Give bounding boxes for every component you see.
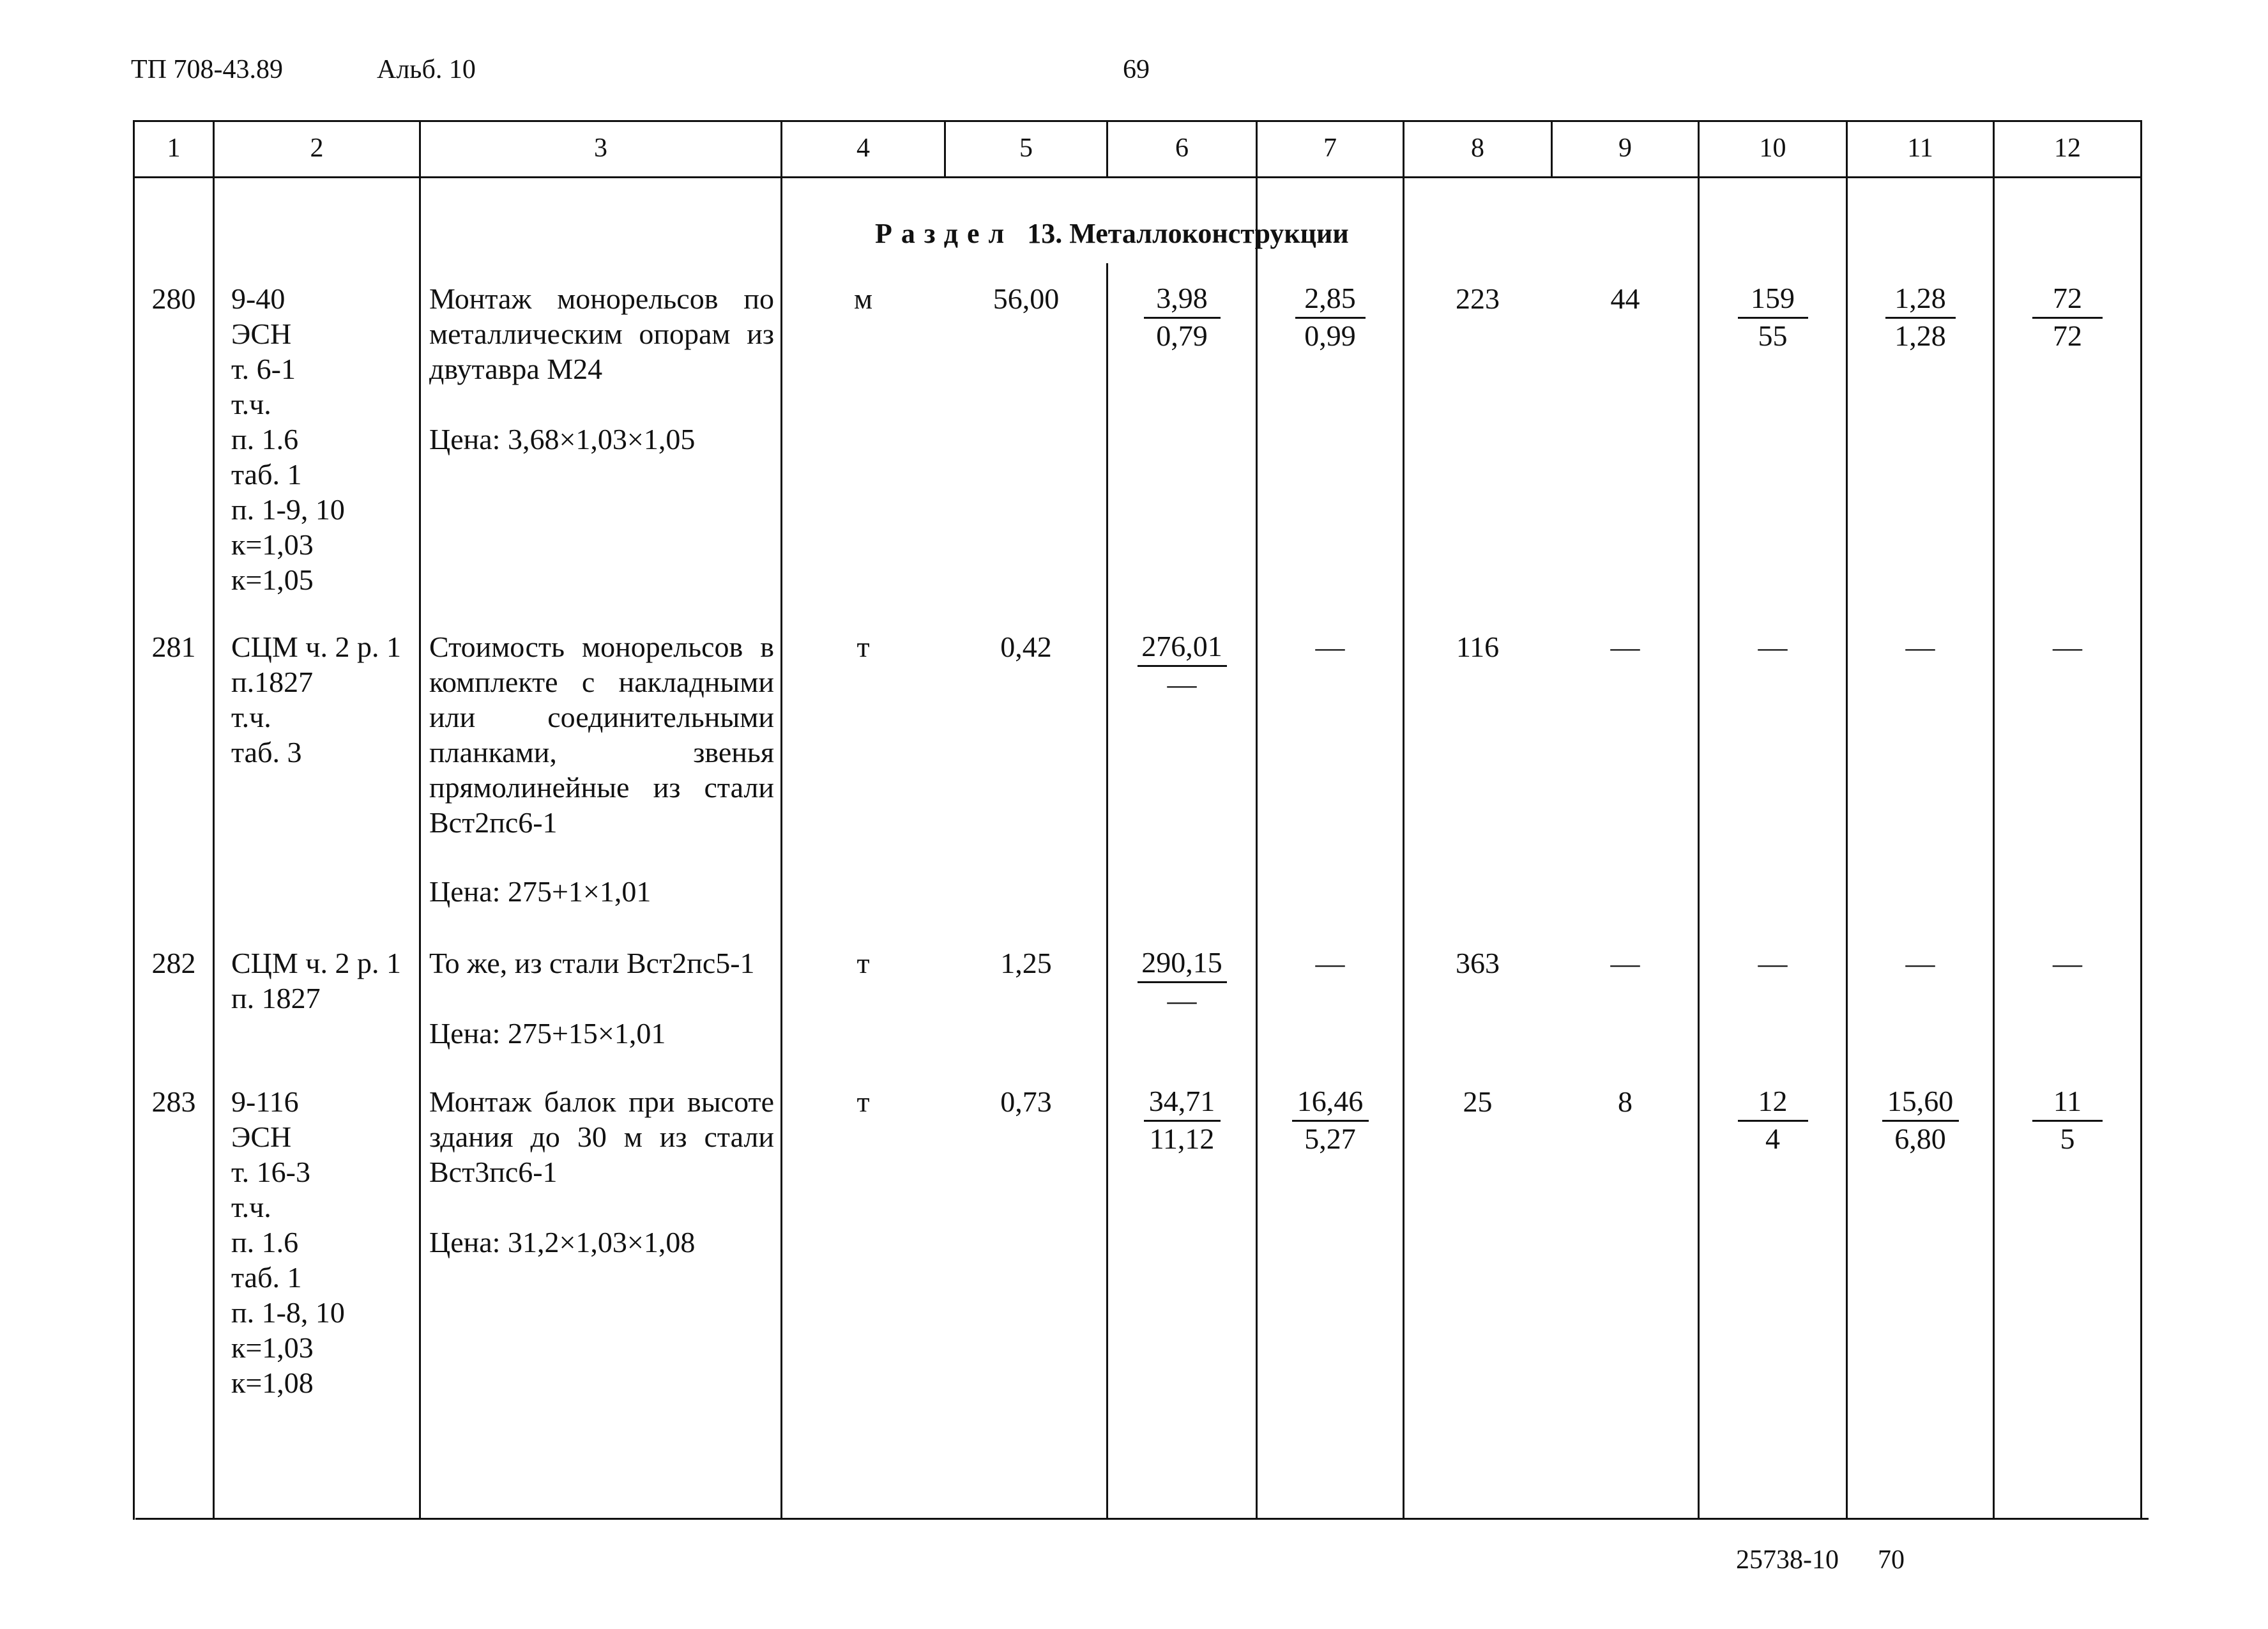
fraction-top: 3,98 (1156, 282, 1208, 314)
col7-value: — (1315, 947, 1345, 979)
col12-fraction (1995, 1084, 2140, 1156)
unit: т (856, 631, 870, 663)
work-description: Монтаж балок при высоте здания до 30 м из стали Вст3пс6-1 (429, 1085, 774, 1188)
norm-code: 9-116 ЭСН т. 16-3 т.ч. п. 1.6 таб. 1 п. 1-8, 10 к=1,03 к=1,08 (231, 1085, 345, 1399)
fraction-top: 276,01 (1141, 630, 1222, 662)
footer-page: 70 (1878, 1545, 1905, 1575)
price-formula: Цена: 3,68×1,03×1,05 (429, 423, 696, 455)
norm-code: СЦМ ч. 2 р. 1 п.1827 т.ч. таб. 3 (231, 631, 401, 769)
quantity: 0,73 (1000, 1085, 1052, 1118)
doc-code: ТП 708-43.89 (131, 55, 283, 84)
column-number: 9 (1618, 134, 1632, 163)
fraction-top: 16,46 (1297, 1085, 1364, 1117)
col9-value: 8 (1618, 1085, 1633, 1118)
fraction-top: 15,60 (1887, 1085, 1954, 1117)
unit: т (856, 947, 870, 979)
fraction-top: 159 (1751, 282, 1795, 314)
row-number: 282 (151, 947, 196, 979)
col10-value: — (1758, 947, 1788, 979)
section-heading (875, 217, 1349, 250)
work-description: Стоимость монорельсов в комплекте с накладными или соединительными планками, звенья прямолинейные из стали Вст2пс6-1 (429, 631, 774, 839)
price-formula: Цена: 31,2×1,03×1,08 (429, 1226, 696, 1258)
fraction-top: 290,15 (1141, 946, 1222, 979)
norm-code: СЦМ ч. 2 р. 1 п. 1827 (231, 947, 401, 1014)
row-number: 281 (151, 631, 196, 663)
fraction-top: 1,28 (1894, 282, 1946, 314)
col11-value: — (1905, 631, 1935, 663)
column-number: 10 (1759, 134, 1786, 163)
col6-fraction (1108, 629, 1256, 701)
column-number: 5 (1019, 134, 1033, 163)
unit: т (856, 1085, 870, 1118)
col9-value: 44 (1610, 282, 1640, 315)
fraction-bottom: 5 (2060, 1122, 2075, 1155)
fraction-bottom: 0,99 (1304, 319, 1356, 352)
work-description: Монтаж монорельсов по металлическим опорам из двутавра М24 (429, 282, 774, 385)
col6-fraction (1108, 281, 1256, 353)
column-number: 12 (2054, 134, 2081, 163)
price-formula: Цена: 275+15×1,01 (429, 1017, 666, 1050)
album-label: Альб. 10 (377, 55, 476, 84)
section-title: 13. Металлоконструкции (1027, 218, 1349, 249)
fraction-bottom: — (1167, 668, 1197, 700)
quantity: 56,00 (993, 282, 1060, 315)
col7-fraction (1258, 281, 1403, 353)
row-number: 283 (151, 1085, 196, 1118)
column-number: 11 (1907, 134, 1933, 163)
column-number: 4 (856, 134, 870, 163)
col11-fraction (1848, 281, 1993, 353)
col8-value: 25 (1463, 1085, 1493, 1118)
col10-fraction (1700, 281, 1846, 353)
fraction-top: 2,85 (1304, 282, 1356, 314)
norm-code: 9-40 ЭСН т. 6-1 т.ч. п. 1.6 таб. 1 п. 1-9, 10 к=1,03 к=1,05 (231, 282, 345, 596)
col8-value: 363 (1456, 947, 1500, 979)
quantity: 1,25 (1000, 947, 1052, 979)
col12-fraction (1995, 281, 2140, 353)
fraction-bottom: 4 (1765, 1122, 1780, 1155)
fraction-top: 12 (1758, 1085, 1788, 1117)
fraction-bottom: 6,80 (1894, 1122, 1946, 1155)
fraction-bottom: 5,27 (1304, 1122, 1356, 1155)
section-prefix: Раздел (875, 218, 1014, 249)
col9-value: — (1610, 947, 1640, 979)
col6-fraction (1108, 945, 1256, 1018)
fraction-bottom: 55 (1758, 319, 1788, 352)
col10-fraction (1700, 1084, 1846, 1156)
row-number: 280 (151, 282, 196, 315)
col7-value: — (1315, 631, 1345, 663)
col8-value: 223 (1456, 282, 1500, 315)
page-number: 69 (1123, 55, 1150, 84)
fraction-bottom: 1,28 (1894, 319, 1946, 352)
fraction-top: 72 (2053, 282, 2082, 314)
col9-value: — (1610, 631, 1640, 663)
col8-value: 116 (1456, 631, 1500, 663)
col7-fraction (1258, 1084, 1403, 1156)
col10-value: — (1758, 631, 1788, 663)
footer-stamp: 25738-10 (1736, 1545, 1839, 1575)
column-number: 8 (1471, 134, 1484, 163)
quantity: 0,42 (1000, 631, 1052, 663)
unit: м (853, 282, 873, 315)
fraction-bottom: 11,12 (1149, 1122, 1215, 1155)
col12-value: — (2053, 631, 2082, 663)
column-number: 6 (1175, 134, 1189, 163)
column-number: 7 (1323, 134, 1337, 163)
col11-fraction (1848, 1084, 1993, 1156)
col6-fraction (1108, 1084, 1256, 1156)
work-description: То же, из стали Вст2пс5-1 (429, 947, 755, 979)
fraction-bottom: 72 (2053, 319, 2082, 352)
column-number: 2 (310, 134, 324, 163)
price-formula: Цена: 275+1×1,01 (429, 875, 651, 908)
col12-value: — (2053, 947, 2082, 979)
column-number: 1 (167, 134, 181, 163)
column-number: 3 (594, 134, 607, 163)
fraction-bottom: — (1167, 984, 1197, 1016)
fraction-top: 34,71 (1148, 1085, 1215, 1117)
col11-value: — (1905, 947, 1935, 979)
fraction-top: 11 (2053, 1085, 2082, 1117)
fraction-bottom: 0,79 (1156, 319, 1208, 352)
